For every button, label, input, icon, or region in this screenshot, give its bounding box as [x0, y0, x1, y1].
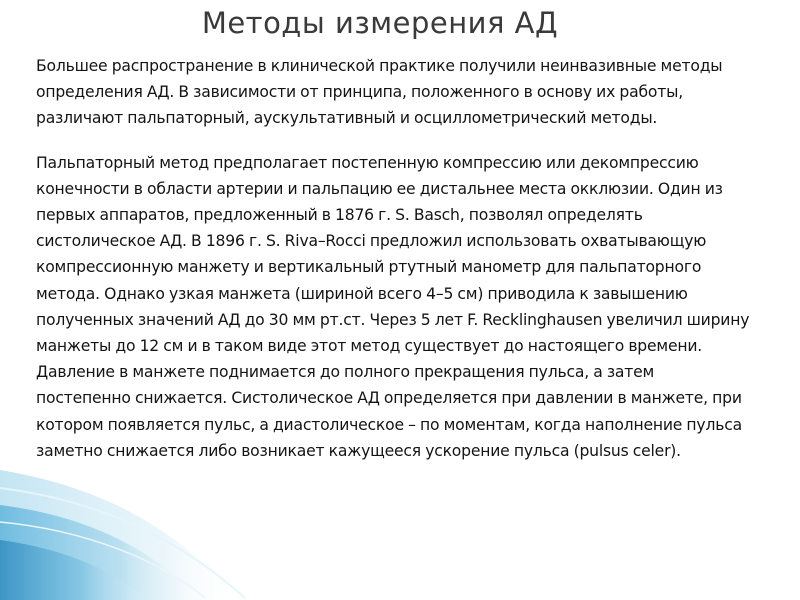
slide-body	[36, 53, 752, 464]
intro-paragraph: Большее распространение в клинической практике получили неинвазивные методы определения АД. В зависимости от принципа, положенного в основу их работы, различают пальпаторный, аускультативный и осциллометрический методы.	[36, 57, 723, 128]
slide-title: Методы измерения АД	[201, 6, 559, 40]
wave-decoration	[0, 470, 245, 600]
palpation-method-paragraph: Пальпаторный метод предполагает постепенную компрессию или декомпрессию конечности в области артерии и пальпацию ее дистальнее места окклюзии. Один из первых аппаратов, предложенный в 1876 г. S. Basch, позволял определять систолическое АД. В 1896 г. S. Riva–Rocci предложил использовать охватывающую компрессионную манжету и вертикальный ртутный манометр для пальпаторного метода. Однако узкая манжета (шириной всего 4–5 см) приводила к завышению полученных значений АД до 30 мм рт.ст. Через 5 лет F. Recklinghausen увеличил ширину манжеты до 12 см и в таком виде этот метод существует до настоящего времени. Давление в манжете поднимается до полного прекращения пульса, а затем постепенно снижается. Систолическое АД определяется при давлении в манжете, при котором появляется пульс, а диастолическое – по моментам, когда наполнение пульса заметно снижается либо возникает кажущееся ускорение пульса (pulsus celer).	[36, 153, 750, 460]
